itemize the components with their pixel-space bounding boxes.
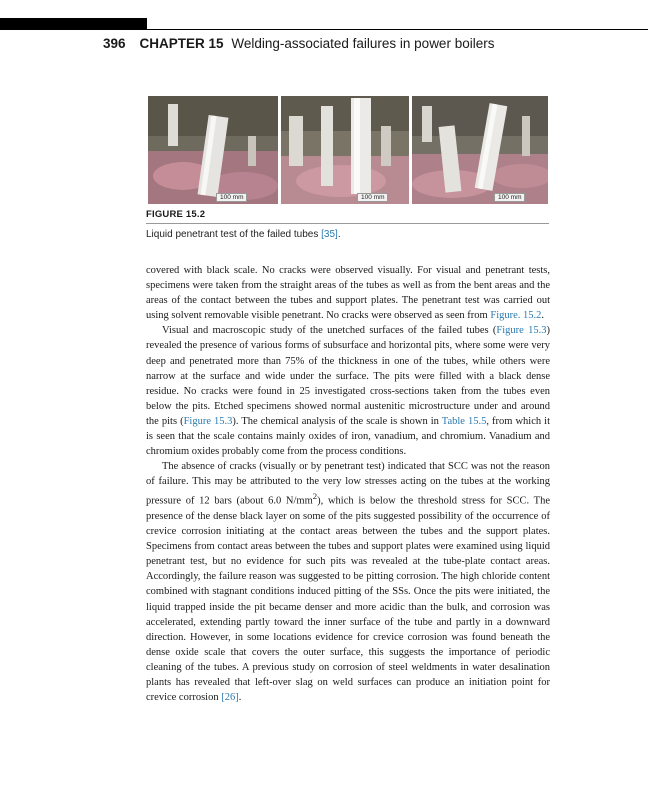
page-number: 396 [103, 36, 126, 51]
figure-15-3-link-2[interactable]: Figure 15.3 [183, 415, 233, 427]
p3-superscript: 2 [312, 491, 318, 502]
p2-text-a: Visual and macroscopic study of the unetched surfaces of the failed tubes ( [162, 325, 497, 337]
scale-label-3: 100 mm [494, 193, 525, 202]
p1-text: covered with black scale. No cracks were observed visually. For visual and penetrant tests, specimens were taken from the straight areas of the tubes as well as from the bent areas and the areas of the contact between the tubes and support plates. The penetrant test was carried out using solvent removable visible penetrant. No cracks were observed as seen from [146, 265, 550, 322]
running-header [103, 36, 494, 51]
photo-tube-2 [281, 96, 409, 204]
figure-15-3-link-1[interactable]: Figure 15.3 [496, 325, 547, 337]
photo-tube-1 [148, 96, 278, 204]
p2-text-c: ). The chemical analysis of the scale is shown in [232, 415, 442, 427]
photo-image-3 [412, 96, 548, 204]
caption-text: Liquid penetrant test of the failed tubes [146, 229, 322, 240]
chapter-label: CHAPTER 15 [139, 36, 224, 51]
p2-text-d: , from which it is seen that the scale contains mainly oxides of iron, vanadium, and chromium. Vanadium and chromium oxides probably come from the process conditions. [146, 415, 551, 458]
chapter-title: Welding-associated failures in power boilers [231, 36, 495, 51]
scale-label-1: 100 mm [216, 193, 247, 202]
caption-ref-link[interactable]: [35] [321, 229, 338, 240]
table-15-5-link[interactable]: Table 15.5 [441, 415, 487, 427]
paragraph-2 [146, 323, 550, 459]
figure-caption [146, 229, 341, 240]
header-bar [0, 18, 147, 30]
photo-tube-3 [412, 96, 548, 204]
figure-photos [148, 96, 548, 204]
p3-text-a: The absence of cracks (visually or by penetrant test) indicated that SCC was not the reason of failure. This may be attributed to the very low stresses acting on the tubes at the working pressure of 12 bars (about 6.0 N/mm [146, 461, 550, 507]
p3-text-b: ), which is below the threshold stress for SCC. The presence of the dense black layer on some of the pits suggested possibility of the occurrence of crevice corrosion initiating at the contact areas between the tubes and the support plates. Specimens from contact areas between the tubes and support plates were examined using liquid penetrant test, but no evidence for such pits was revealed at the tube-plate contact areas. Accordingly, the failure reason was suggested to be pitting corrosion. The high chloride content combined with stagnant conditions induced pitting of the SSs. Once the pits were initiated, the liquid trapped inside the pit became denser and more acidic than the bulk, and corrosion was accelerated, extending partly toward the inner surface of the tube and partly in a downward direction. However, in some locations evidence for crevice corrosion was found beneath the dense oxide scale that covers the outer surface, this suggests the importance of periodic cleaning of the tubes. A previous study on corrosion of steel weldments in water desalination plants has revealed that left-over slag on weld surfaces can produce an initiation point for crevice corrosion [146, 495, 550, 704]
figure-rule [146, 223, 549, 224]
ref-26-link[interactable]: [26] [221, 692, 239, 704]
p1-end: . [541, 310, 545, 322]
p2-text-b: ) revealed the presence of various forms of subsurface and horizontal pits, where some were very deep and penetrated more than 75% of the thickness in one of the tubes, while others were narrow at the surface and wide under the surface. The pits were filled with a black dense residue. No cracks were found in 25 investigated cross-sections taken from the tubes even below the pits. Etched specimens showed normal austenitic microstructure under and around the pits ( [146, 325, 550, 427]
photo-image-2 [281, 96, 409, 204]
paragraph-1 [146, 263, 550, 323]
paragraph-3 [146, 459, 550, 705]
figure-15-2-link[interactable]: Figure. 15.2 [490, 310, 542, 322]
header-rule [147, 29, 648, 30]
body-text [146, 263, 550, 705]
scale-label-2: 100 mm [357, 193, 388, 202]
figure-label: FIGURE 15.2 [146, 209, 206, 220]
p3-end: . [238, 692, 242, 704]
caption-end: . [337, 229, 341, 240]
photo-image-1 [148, 96, 278, 204]
